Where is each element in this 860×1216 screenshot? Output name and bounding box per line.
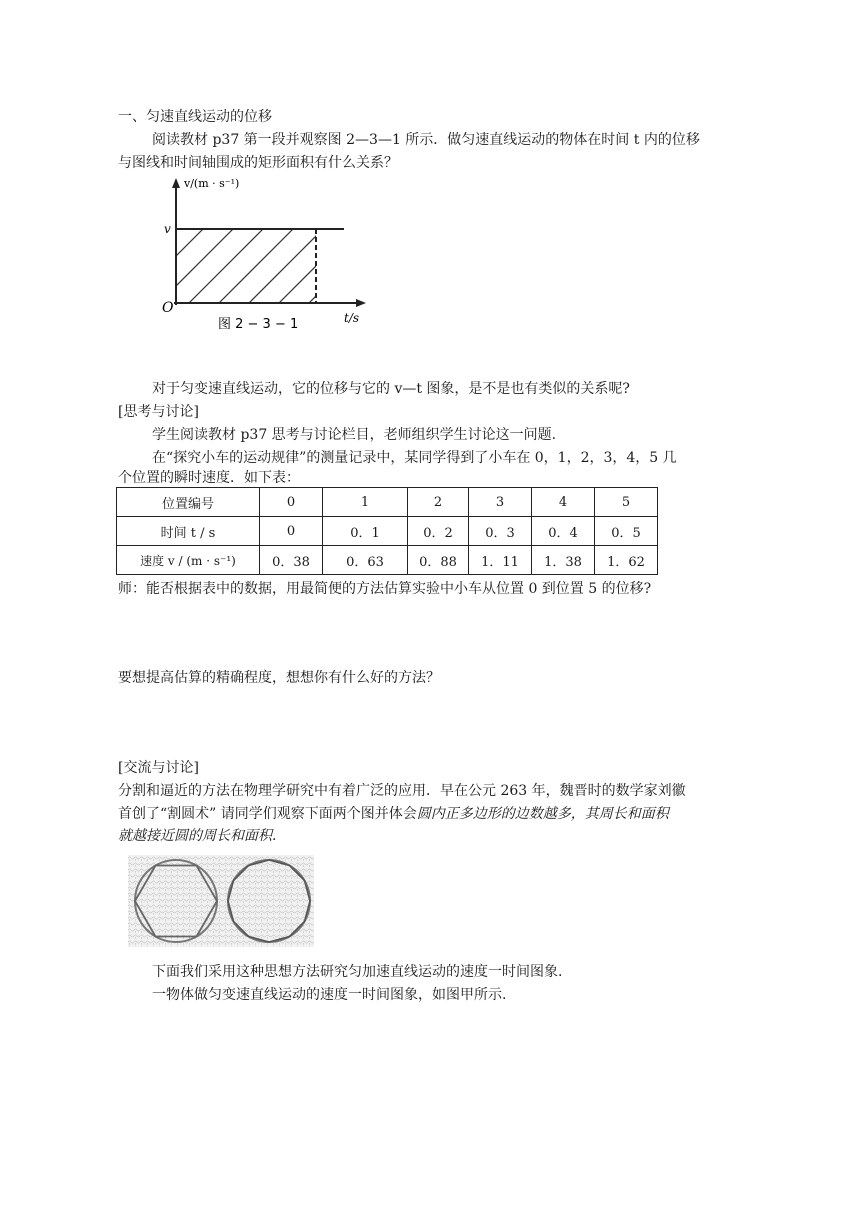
liuhui-line-2-italic: 圆内正多边形的边数越多，其周长和面积 [416, 806, 669, 822]
v-label: v [164, 222, 171, 236]
question-vt: 对于匀变速直线运动，它的位移与它的 v—t 图象，是不是也有类似的关系呢? [152, 381, 630, 397]
y-axis-label: v/(m · s⁻¹) [184, 177, 240, 190]
table-cell: 0．5 [595, 517, 658, 546]
table-cell: 0 [260, 517, 323, 546]
velocity-table [116, 487, 658, 575]
object-line: 一物体做匀变速直线运动的速度一时间图象，如图甲所示. [152, 987, 507, 1003]
table-cell: 0．88 [408, 546, 469, 575]
figure-background [128, 855, 314, 947]
polygon-in-circle-figure [128, 855, 314, 947]
think-discuss-heading: [思考与讨论] [118, 404, 199, 420]
figure-2-3-1 [150, 172, 400, 332]
table-cell: 位置编号 [117, 488, 260, 517]
table-cell: 0．2 [408, 517, 469, 546]
x-axis-label: t/s [344, 311, 360, 325]
table-cell: 0 [260, 488, 323, 517]
table-cell: 0．38 [260, 546, 323, 575]
teacher-question: 师：能否根据表中的数据，用最简便的方法估算实验中小车从位置 0 到位置 5 的位移? [118, 581, 652, 597]
table-cell: 0．63 [323, 546, 408, 575]
section-heading: 一、匀速直线运动的位移 [118, 109, 272, 125]
exchange-discuss-heading: [交流与讨论] [118, 760, 199, 776]
table-cell: 时间 t / s [117, 517, 260, 546]
table-cell: 1．62 [595, 546, 658, 575]
y-axis-arrow [172, 178, 180, 188]
circle-polygons-svg [128, 855, 314, 947]
students-read-line: 学生阅读教材 p37 思考与讨论栏目，老师组织学生讨论这一问题. [152, 427, 557, 443]
improve-question: 要想提高估算的精确程度，想想你有什么好的方法？ [118, 670, 440, 686]
table-row [117, 546, 658, 575]
table-cell: 速度 v / (m · s⁻¹) [117, 546, 260, 575]
method-line: 下面我们采用这种思想方法研究匀加速直线运动的速度一时间图象. [152, 964, 563, 980]
table-cell: 0．4 [532, 517, 595, 546]
intro-line-1: 阅读教材 p37 第一段并观察图 2—3—1 所示．做匀速直线运动的物体在时间 t 内的位移 [152, 132, 700, 148]
table-cell: 2 [408, 488, 469, 517]
table-cell: 1．38 [532, 546, 595, 575]
table-row [117, 488, 658, 517]
liuhui-line-2-normal: 首创了“割圆术” 请同学们观察下面两个图并体会 [118, 806, 417, 822]
table-cell: 0．1 [323, 517, 408, 546]
experiment-line-2: 个位置的瞬时速度．如下表： [118, 470, 300, 486]
table-cell: 3 [469, 488, 532, 517]
hatched-area [150, 222, 390, 312]
table-cell: 5 [595, 488, 658, 517]
figure-caption: 图 2 − 3 − 1 [218, 317, 299, 332]
table-cell: 1．11 [469, 546, 532, 575]
experiment-line-1: 在“探究小车的运动规律”的测量记录中，某同学得到了小车在 0，1，2，3，4，5 几 [152, 450, 677, 466]
liuhui-line-1: 分割和逼近的方法在物理学研究中有着广泛的应用．早在公元 263 年，魏晋时的数学家刘徽 [118, 783, 686, 799]
table-cell: 4 [532, 488, 595, 517]
liuhui-line-2 [118, 803, 738, 825]
liuhui-line-3: 就越接近圆的周长和面积. [118, 828, 277, 844]
table-cell: 1 [323, 488, 408, 517]
origin-label: O [162, 300, 174, 316]
intro-line-2: 与图线和时间轴围成的矩形面积有什么关系？ [118, 155, 398, 171]
vt-graph-uniform [150, 172, 400, 332]
table-row [117, 517, 658, 546]
table-cell: 0．3 [469, 517, 532, 546]
x-axis-arrow [356, 299, 366, 307]
